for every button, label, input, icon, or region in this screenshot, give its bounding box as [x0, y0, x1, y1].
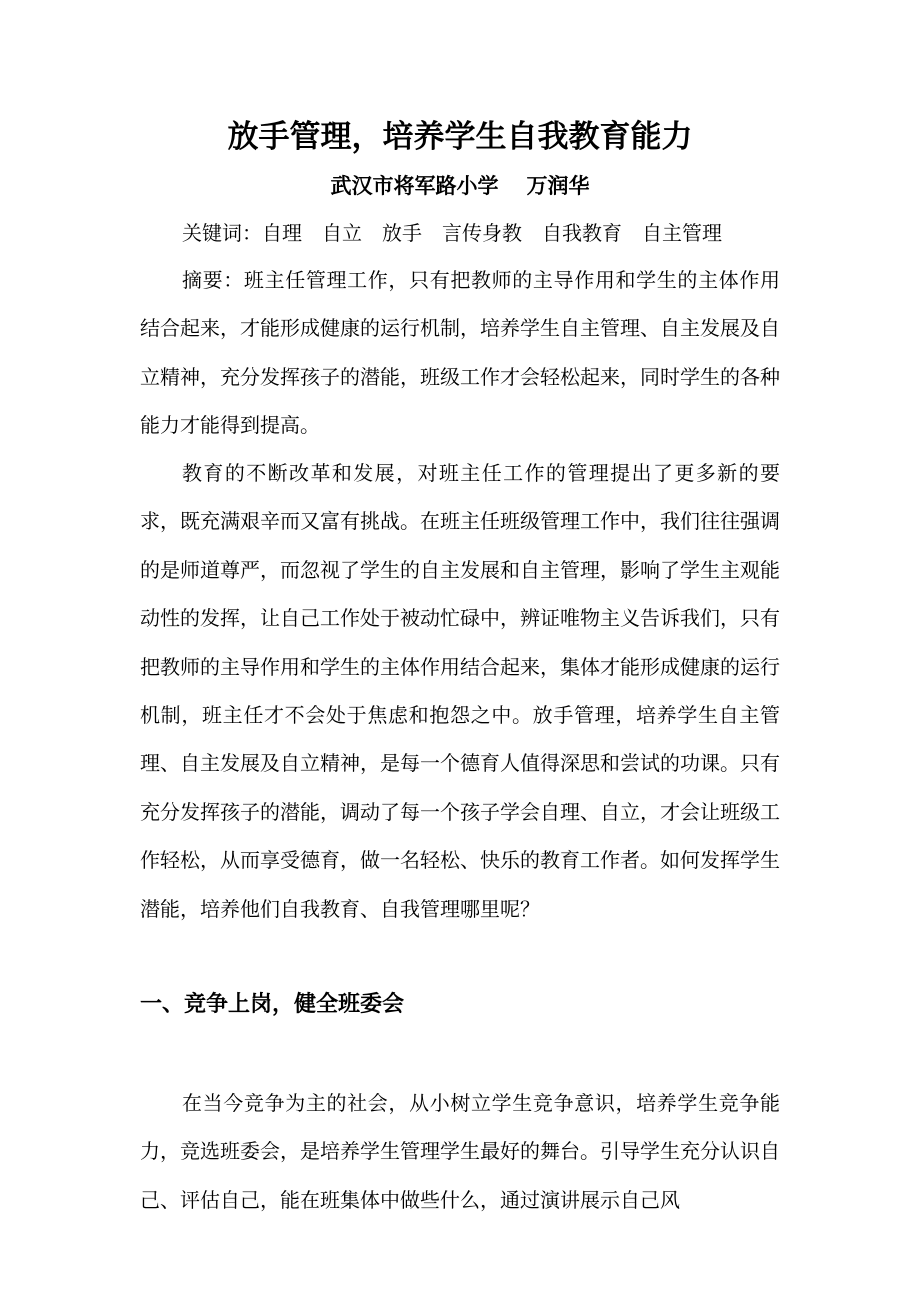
keywords-label: 关键词： — [182, 221, 262, 245]
keyword: 放手 — [382, 221, 422, 245]
author-school: 武汉市将军路小学 — [330, 174, 499, 198]
author-name: 万润华 — [526, 174, 590, 198]
document-title: 放手管理，培养学生自我教育能力 — [227, 119, 693, 155]
keyword: 自理 — [262, 221, 302, 245]
keyword: 自立 — [322, 221, 362, 245]
keywords-line — [182, 213, 722, 253]
section-heading-1: 一、竞争上岗，健全班委会 — [140, 992, 405, 1017]
keyword: 自我教育 — [542, 221, 622, 245]
body-paragraph-2: 在当今竞争为主的社会，从小树立学生竞争意识，培养学生竞争能力，竞选班委会，是培养学生管理学生最好的舞台。引导学生充分认识自己、评估自己，能在班集体中做些什么，通过演讲展示自己风 — [140, 1091, 780, 1212]
author-line — [140, 166, 780, 206]
body-paragraph-1: 教育的不断改革和发展，对班主任工作的管理提出了更多新的要求，既充满艰辛而又富有挑战。在班主任班级管理工作中，我们往往强调的是师道尊严，而忽视了学生的自主发展和自主管理，影响了学生主观能动性的发挥，让自己工作处于被动忙碌中，辨证唯物主义告诉我们，只有把教师的主导作用和学生的主体作用结合起来，集体才能形成健康的运行机制，班主任才不会处于焦虑和抱怨之中。放手管理，培养学生自主管理、自主发展及自立精神，是每一个德育人值得深思和尝试的功课。只有充分发挥孩子的潜能，调动了每一个孩子学会自理、自立，才会让班级工作轻松，从而享受德育，做一名轻松、快乐的教育工作者。如何发挥学生潜能，培养他们自我教育、自我管理哪里呢？ — [140, 461, 780, 921]
keyword: 自主管理 — [642, 221, 722, 245]
abstract-paragraph: 摘要：班主任管理工作，只有把教师的主导作用和学生的主体作用结合起来，才能形成健康的运行机制，培养学生自主管理、自主发展及自立精神，充分发挥孩子的潜能，班级工作才会轻松起来，同时学生的各种能力才能得到提高。 — [140, 268, 780, 438]
keyword: 言传身教 — [442, 221, 522, 245]
